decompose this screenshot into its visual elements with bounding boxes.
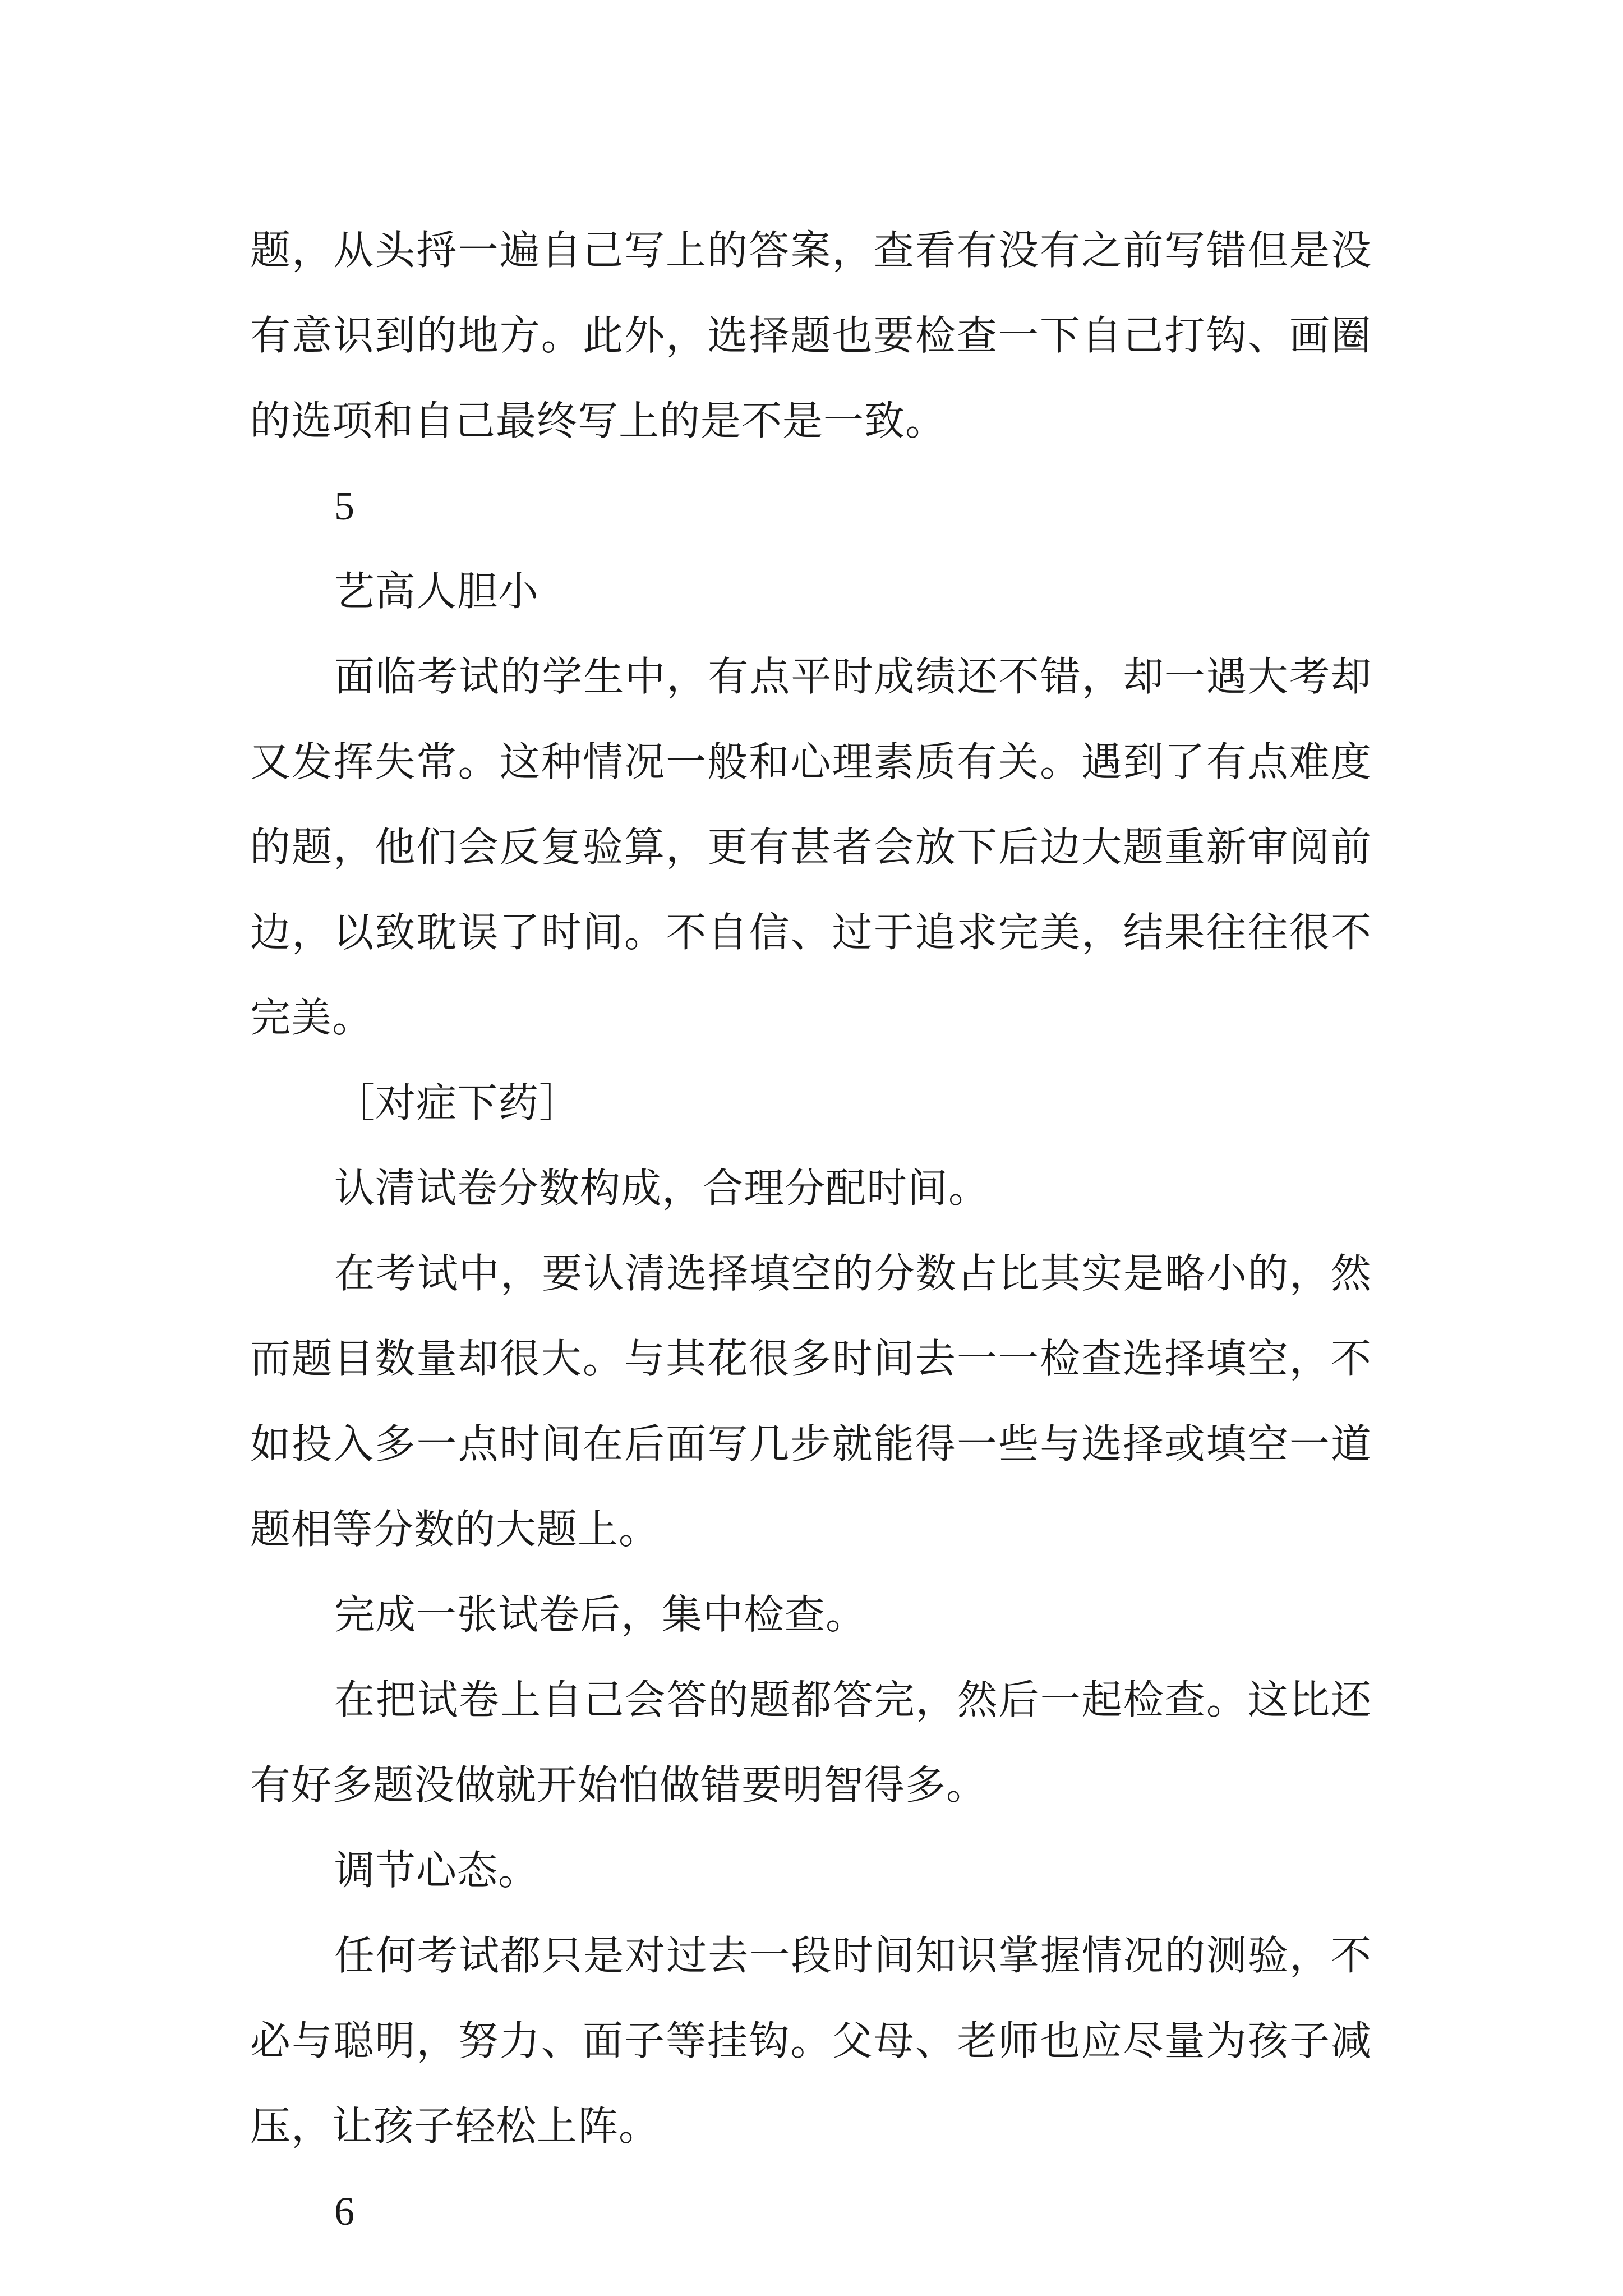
body-paragraph: 任何考试都只是对过去一段时间知识掌握情况的测验，不必与聪明，努力、面子等挂钩。父母、老师也应尽量为孩子减压，让孩子轻松上阵。 (250, 1932, 1372, 2150)
paragraph-continuation: 题，从头捋一遍自己写上的答案，查看有没有之前写错但是没有意识到的地方。此外，选择题也要检查一下自己打钩、画圈的选项和自己最终写上的是不是一致。 (250, 227, 1372, 444)
tip-heading: 调节心态。 (334, 1847, 540, 1894)
body-paragraph: 在把试卷上自己会答的题都答完，然后一起检查。这比还有好多题没做就开始怕做错要明智得多。 (250, 1676, 1372, 1809)
subheading: ［对症下药］ (334, 1079, 580, 1126)
section-number: 5 (334, 484, 354, 528)
body-paragraph: 面临考试的学生中，有点平时成绩还不错，却一遇大考却又发挥失常。这种情况一般和心理素质有关。遇到了有点难度的题，他们会反复验算，更有甚者会放下后边大题重新审阅前边，以致耽误了时间。不自信、过于追求完美，结果往往很不完美。 (250, 653, 1372, 1041)
document-body (250, 208, 1372, 2254)
section-heading: 艺高人胆小 (334, 568, 540, 615)
tip-heading: 认清试卷分数构成，合理分配时间。 (334, 1165, 990, 1212)
body-paragraph: 在考试中，要认清选择填空的分数占比其实是略小的，然而题目数量却很大。与其花很多时间去一一检查选择填空，不如投入多一点时间在后面写几步就能得一些与选择或填空一道题相等分数的大题上。 (250, 1250, 1372, 1553)
tip-heading: 完成一张试卷后，集中检查。 (334, 1591, 867, 1638)
section-number: 6 (334, 2189, 354, 2234)
